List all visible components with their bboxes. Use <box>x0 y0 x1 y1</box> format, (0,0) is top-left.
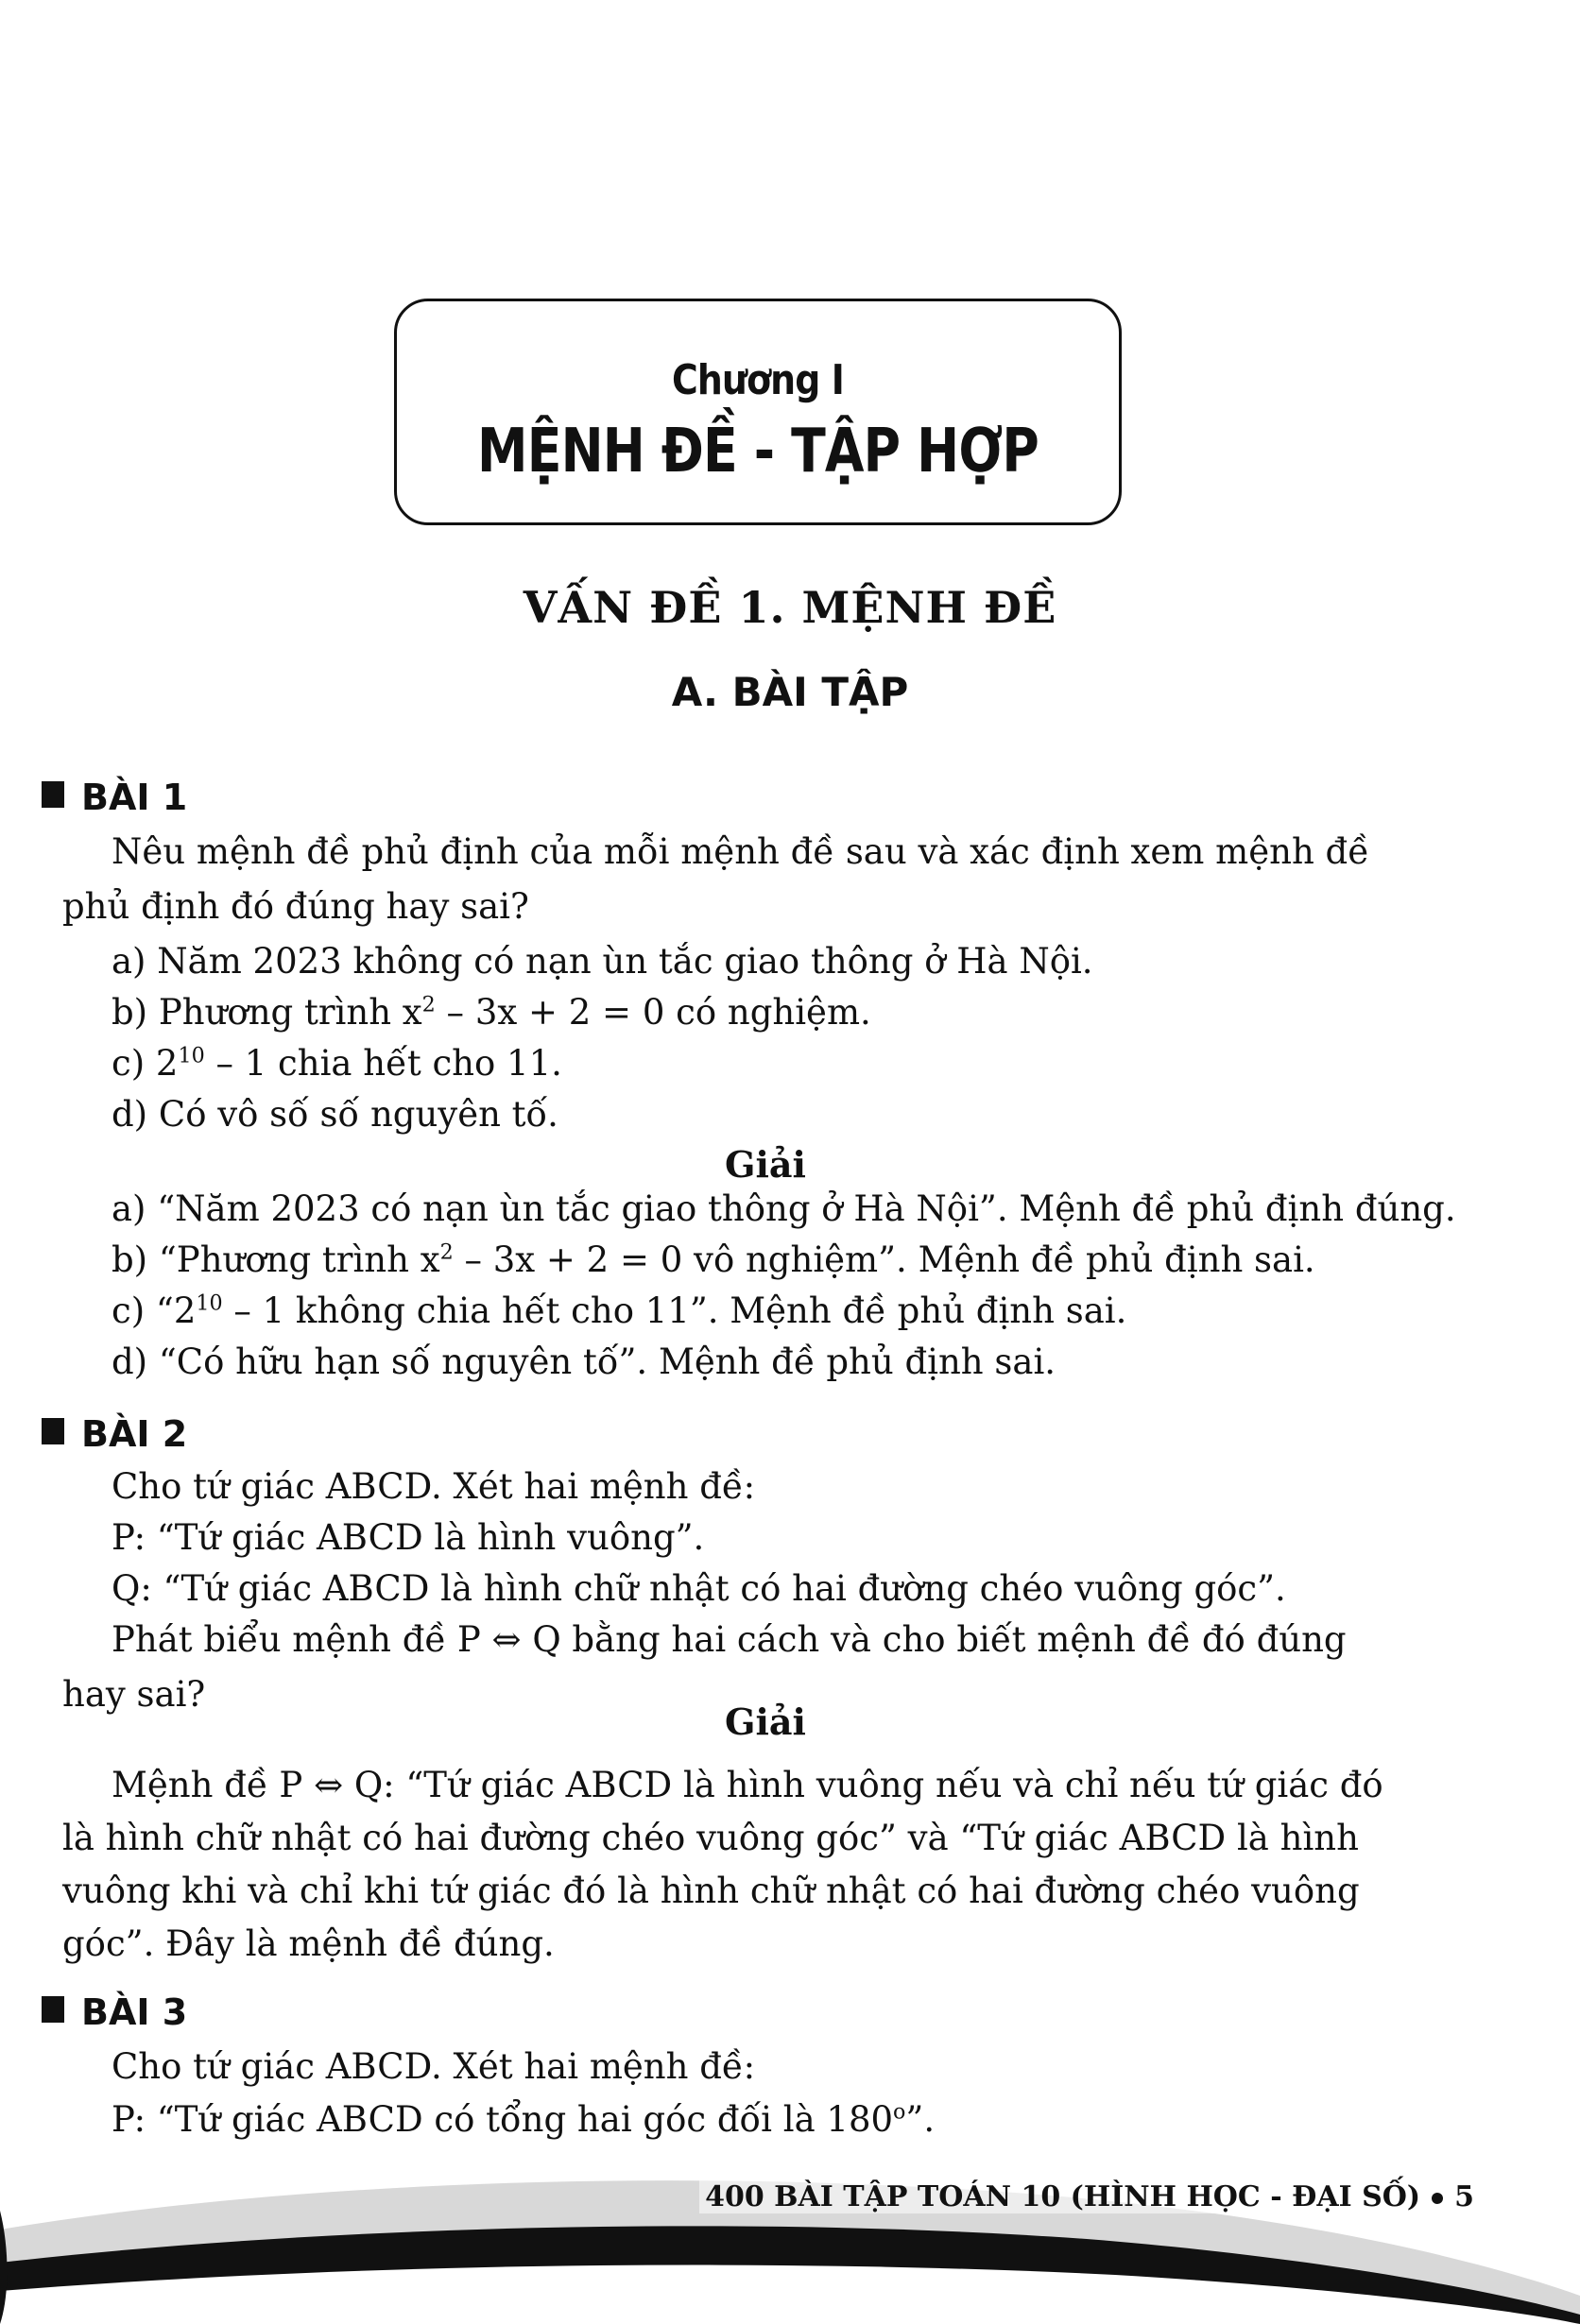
footer <box>699 2180 1480 2213</box>
exercise-3-line-1: Cho tứ giác ABCD. Xét hai mệnh đề: <box>112 2046 756 2087</box>
exercise-1-item-a: a) Năm 2023 không có nạn ùn tắc giao thông ở Hà Nội. <box>112 941 1093 982</box>
section-title: VẤN ĐỀ 1. MỆNH ĐỀ <box>523 582 1057 633</box>
chapter-box <box>394 299 1122 525</box>
exercise-1-intro-line-1: Nêu mệnh đề phủ định của mỗi mệnh đề sau và xác định xem mệnh đề <box>112 831 1369 872</box>
exercise-2-line-5: hay sai? <box>62 1674 206 1715</box>
exercise-2-label: BÀI 2 <box>81 1413 188 1455</box>
exercise-1-item-d: d) Có vô số số nguyên tố. <box>112 1094 558 1135</box>
square-bullet-icon <box>42 781 64 808</box>
page-number: 5 <box>1454 2180 1474 2213</box>
exercise-1-solution-d: d) “Có hữu hạn số nguyên tố”. Mệnh đề phủ định sai. <box>112 1341 1056 1382</box>
subsection-title: A. BÀI TẬP <box>671 669 909 715</box>
exercise-2-solution-heading: Giải <box>725 1700 806 1743</box>
exercise-1-item-c: c) $2^{10} - 1$ chia hết cho 11. <box>112 1043 562 1084</box>
exercise-2-line-1: Cho tứ giác ABCD. Xét hai mệnh đề: <box>112 1466 756 1507</box>
exercise-1-item-b: b) Phương trình $x^2 - 3x + 2 = 0$ có nghiệm. <box>112 992 871 1033</box>
exercise-1-solution-heading: Giải <box>725 1143 806 1186</box>
square-bullet-icon <box>42 1418 64 1444</box>
chapter-label: Chương I <box>671 356 845 404</box>
exercise-3-label: BÀI 3 <box>81 1991 188 2033</box>
exercise-1-solution-c: c) “$2^{10} - 1$ không chia hết cho 11”. Mệnh đề phủ định sai. <box>112 1290 1127 1331</box>
exercise-2-line-4: Phát biểu mệnh đề P ⇔ Q bằng hai cách và cho biết mệnh đề đó đúng <box>112 1619 1347 1660</box>
exercise-1-solution-b: b) “Phương trình $x^2 - 3x + 2 = 0$ vô nghiệm”. Mệnh đề phủ định sai. <box>112 1239 1315 1280</box>
bullet-dot-icon <box>1432 2193 1443 2204</box>
chapter-title: MỆNH ĐỀ - TẬP HỢP <box>477 417 1039 487</box>
exercise-1-intro-line-2: phủ định đó đúng hay sai? <box>62 886 529 927</box>
exercise-2-solution-line-2: là hình chữ nhật có hai đường chéo vuông góc” và “Tứ giác ABCD là hình <box>62 1818 1359 1858</box>
footer-book-title: 400 BÀI TẬP TOÁN 10 (HÌNH HỌC - ĐẠI SỐ) <box>705 2180 1421 2213</box>
square-bullet-icon <box>42 1996 64 2023</box>
exercise-2-solution-line-4: góc”. Đây là mệnh đề đúng. <box>62 1923 555 1964</box>
exercise-2-solution-line-3: vuông khi và chỉ khi tứ giác đó là hình chữ nhật có hai đường chéo vuông <box>62 1871 1360 1911</box>
exercise-2-line-3: Q: “Tứ giác ABCD là hình chữ nhật có hai đường chéo vuông góc”. <box>112 1568 1286 1609</box>
exercise-1-header <box>42 777 187 818</box>
exercise-2-header <box>42 1413 187 1455</box>
exercise-3-line-2: P: “Tứ giác ABCD có tổng hai góc đối là 180$^o$”. <box>112 2099 936 2140</box>
exercise-3-header <box>42 1991 187 2033</box>
exercise-2-line-2: P: “Tứ giác ABCD là hình vuông”. <box>112 1517 705 1558</box>
exercise-1-solution-a: a) “Năm 2023 có nạn ùn tắc giao thông ở Hà Nội”. Mệnh đề phủ định đúng. <box>112 1188 1456 1229</box>
exercise-1-label: BÀI 1 <box>81 777 188 818</box>
exercise-2-solution-line-1: Mệnh đề P ⇔ Q: “Tứ giác ABCD là hình vuông nếu và chỉ nếu tứ giác đó <box>112 1765 1383 1805</box>
